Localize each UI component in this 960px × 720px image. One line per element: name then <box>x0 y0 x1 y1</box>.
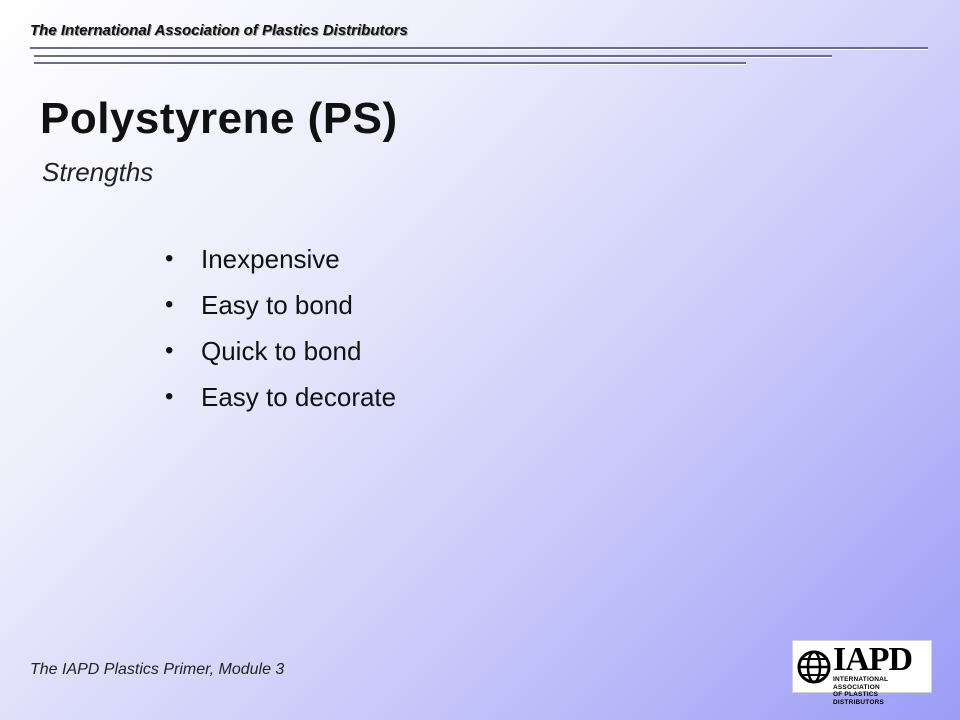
logo-wordmark: IAPD <box>833 641 913 678</box>
bullet-text: Easy to decorate <box>201 382 397 412</box>
bullet-text: Easy to bond <box>201 290 353 320</box>
slide-subtitle: Strengths <box>42 157 154 187</box>
globe-icon <box>797 645 831 689</box>
bullet-text: Quick to bond <box>201 336 362 366</box>
footer-text: The IAPD Plastics Primer, Module 3 <box>30 661 285 678</box>
logo-subtext <box>833 676 931 706</box>
bullet-list <box>165 236 396 420</box>
slide-title: Polystyrene (PS) <box>40 94 398 143</box>
header-org-name: The International Association of Plastics Distributors <box>30 22 408 39</box>
logo-subtext-line: INTERNATIONAL ASSOCIATION <box>833 676 889 691</box>
header-rule <box>30 47 928 50</box>
bullet-item <box>165 374 396 420</box>
bullet-dot: • <box>165 383 174 410</box>
bullet-dot: • <box>165 291 174 318</box>
iapd-logo <box>792 640 932 706</box>
bullet-item <box>165 282 396 328</box>
header-rule <box>34 55 832 58</box>
bullet-item <box>165 328 396 374</box>
header-rule <box>34 62 746 65</box>
bullet-dot: • <box>165 337 174 364</box>
bullet-dot: • <box>165 245 174 272</box>
logo-subtext-line: OF PLASTICS DISTRIBUTORS <box>833 691 885 706</box>
bullet-text: Inexpensive <box>201 244 340 274</box>
bullet-item <box>165 236 396 282</box>
